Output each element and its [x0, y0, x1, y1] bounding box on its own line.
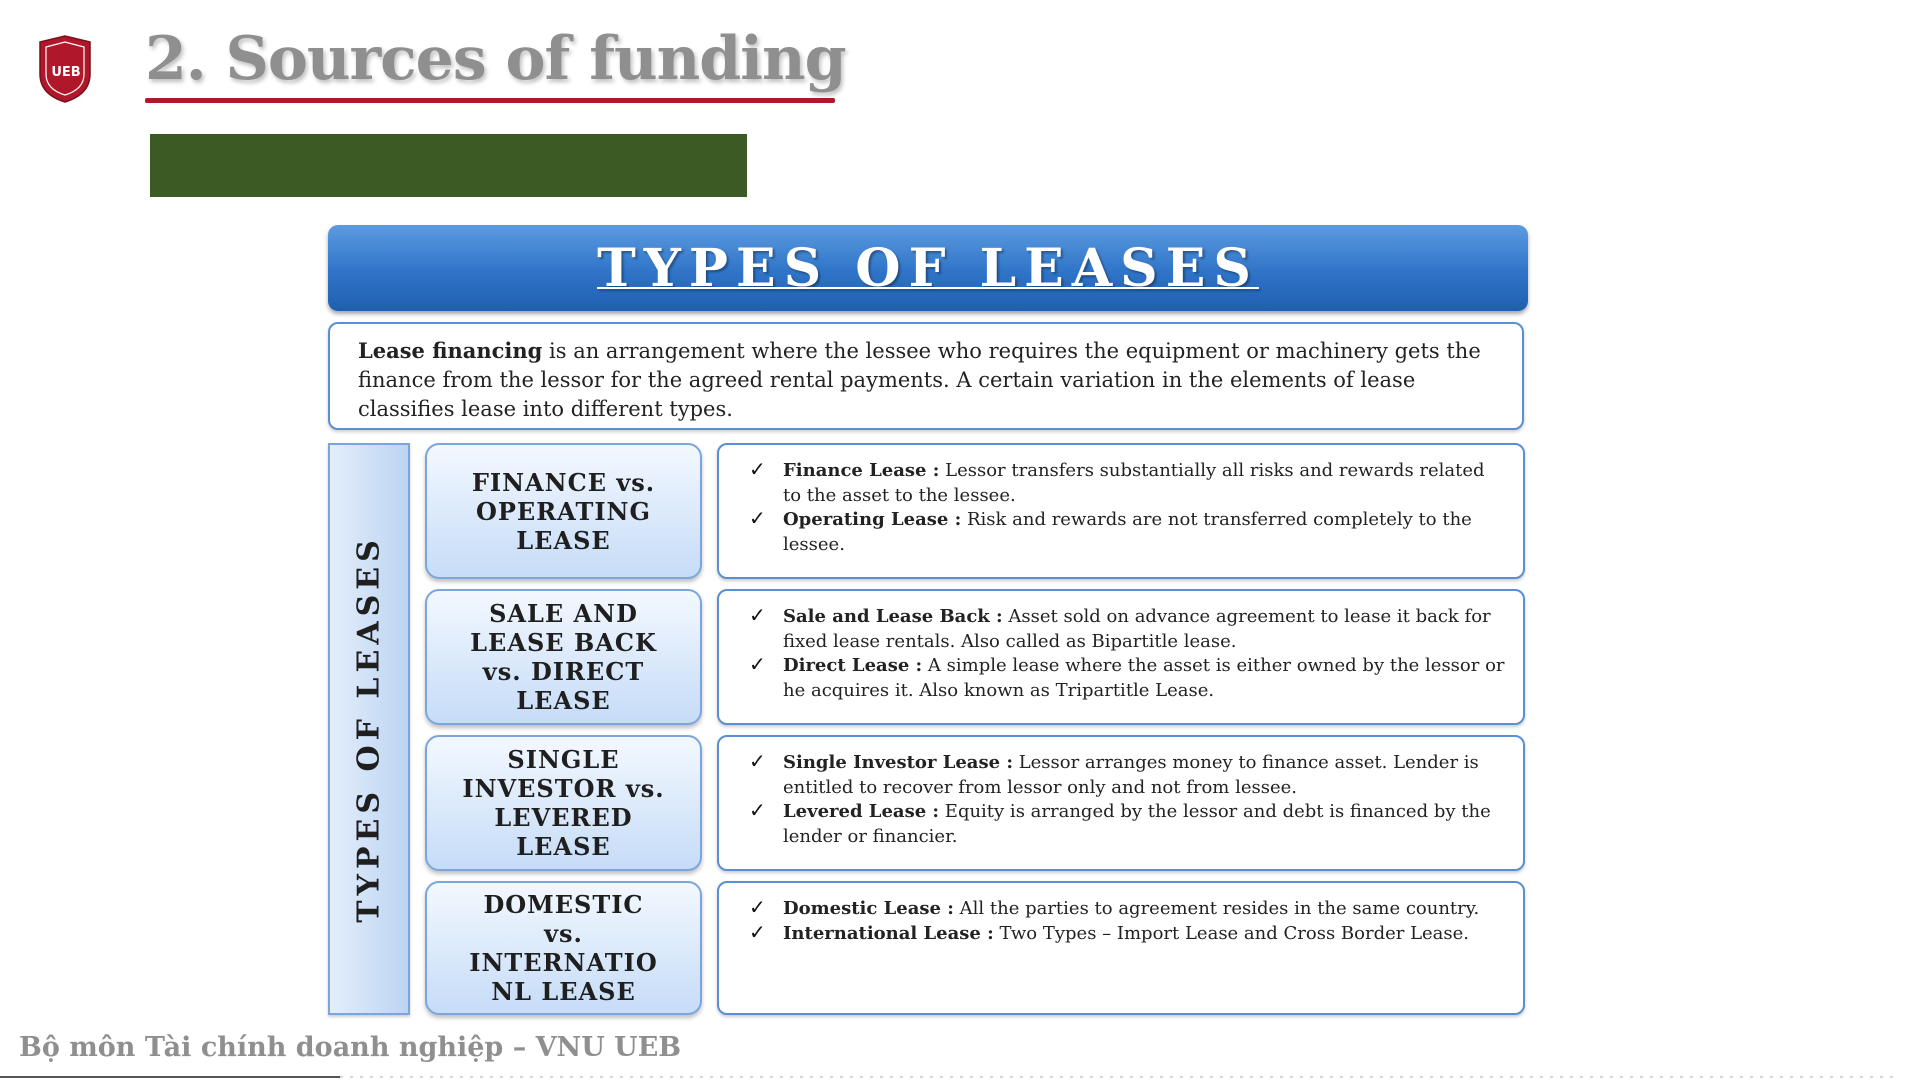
- type-box-domestic-international: DOMESTIC vs. INTERNATIO NL LEASE: [425, 881, 702, 1015]
- footer-line: [0, 1076, 340, 1078]
- check-icon: ✓: [749, 603, 766, 627]
- ueb-logo: [36, 34, 94, 104]
- green-bar: [150, 134, 747, 197]
- desc-box-domestic-international: [717, 881, 1525, 1015]
- list-item: ✓ Finance Lease : Lessor transfers substantially all risks and rewards related to the asset to the lessee.: [749, 457, 1485, 506]
- type-box-single-levered: SINGLE INVESTOR vs. LEVERED LEASE: [425, 735, 702, 871]
- intro-bold: Lease financing: [358, 338, 543, 363]
- check-icon: ✓: [749, 457, 766, 481]
- logo-text: UEB: [51, 65, 81, 80]
- list-item: ✓ Levered Lease : Equity is arranged by the lessor and debt is financed by the lender or financier.: [749, 798, 1491, 847]
- intro-box: [328, 322, 1524, 430]
- list-item: ✓ Single Investor Lease : Lessor arranges money to finance asset. Lender is entitled to recover from lessor only and not from lessee.: [749, 749, 1479, 798]
- check-icon: ✓: [749, 506, 766, 530]
- check-icon: ✓: [749, 798, 766, 822]
- side-label-box: [328, 443, 410, 1015]
- check-icon: ✓: [749, 749, 766, 773]
- desc-box-finance-operating: [717, 443, 1525, 579]
- list-item: ✓ Sale and Lease Back : Asset sold on advance agreement to lease it back for fixed lease rentals. Also called as Bipartitle lease.: [749, 603, 1491, 652]
- intro-text: is an arrangement where the lessee who requires the equipment or machinery gets the finance from the lessor for the agreed rental payments. A certain variation in the elements of lease classifies lease into different types.: [358, 339, 1481, 421]
- type-box-finance-operating: FINANCE vs. OPERATING LEASE: [425, 443, 702, 579]
- slide-title: 2. Sources of funding: [145, 24, 846, 94]
- desc-box-sale-leaseback-direct: [717, 589, 1525, 725]
- banner: [328, 225, 1528, 311]
- list-item: ✓ International Lease : Two Types – Import Lease and Cross Border Lease.: [749, 919, 1470, 944]
- footer-divider: [340, 1076, 1900, 1078]
- banner-title: TYPES OF LEASES: [597, 237, 1259, 299]
- list-item: ✓ Direct Lease : A simple lease where the asset is either owned by the lessor or he acquires it. Also known as Tripartitle Lease.: [749, 652, 1505, 701]
- list-item: ✓ Domestic Lease : All the parties to agreement resides in the same country.: [749, 895, 1480, 919]
- desc-box-single-levered: [717, 735, 1525, 871]
- footer-text: Bộ môn Tài chính doanh nghiệp – VNU UEB: [19, 1032, 682, 1063]
- list-item: ✓ Operating Lease : Risk and rewards are not transferred completely to the lessee.: [749, 506, 1472, 555]
- side-label: TYPES OF LEASES: [351, 535, 387, 923]
- title-underline: [145, 98, 835, 103]
- check-icon: ✓: [749, 919, 766, 944]
- type-box-sale-leaseback-direct: SALE AND LEASE BACK vs. DIRECT LEASE: [425, 589, 702, 725]
- check-icon: ✓: [749, 895, 766, 919]
- check-icon: ✓: [749, 652, 766, 676]
